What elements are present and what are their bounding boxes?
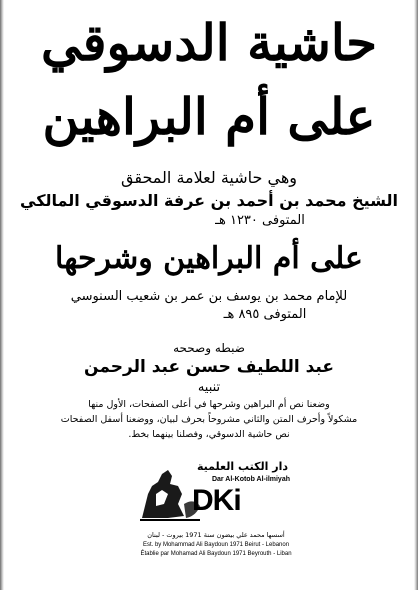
subtitle-description: وهي حاشية لعلامة المحقق <box>121 168 297 187</box>
publisher-logo-text: DKi <box>192 484 241 517</box>
subtitle-commentator: الشيخ محمد بن أحمد بن عرفة الدسوقي المالكي <box>20 191 398 210</box>
subtitle-commentator-death: المتوفى ١٢٣٠ هـ <box>215 213 305 228</box>
note-heading: تنبيه <box>197 380 221 395</box>
main-work-author-death: المتوفى ٨٩٥ هـ <box>223 307 307 322</box>
editor-label: ضبطه وصححه <box>173 341 245 355</box>
editor-name: عبد اللطيف حسن عبد الرحمن <box>84 357 334 377</box>
main-work-author: للإمام محمد بن يوسف بن عمر بن شعيب السنوسي <box>70 289 348 304</box>
note-line-1: وضعنا نص أم البراهين وشرحها في أعلى الصفحات، الأول منها <box>88 399 330 410</box>
book-title-line-2: على أم البراهين <box>42 87 376 146</box>
note-line-2: مشكولاً وأحرف المتن والثاني مشروحاً بحرف لبيان، ووضعنا أسفل الصفحات <box>60 414 358 425</box>
book-title-line-1: حاشية الدسوقي <box>40 13 377 72</box>
publisher-name-arabic: دار الكتب العلمية <box>197 460 288 473</box>
publisher-block <box>130 460 300 578</box>
main-work-title: على أم البراهين وشرحها <box>55 241 363 276</box>
note-line-3: نص حاشية الدسوقي، وفصلنا بينهما بخط. <box>128 429 290 440</box>
publisher-founded-english: Est. by Mohammad Ali Baydoun 1971 Beirut - Lebanon <box>142 542 290 548</box>
publisher-founded-french: Établie par Mohamad Ali Baydoun 1971 Beyrouth - Liban <box>140 551 292 557</box>
publisher-name-latin: Dar Al-Kotob Al-ilmiyah <box>211 476 290 483</box>
publisher-founded-arabic: أسسها محمد علي بيضون سنة 1971 بيروت - لبنان <box>147 531 285 539</box>
